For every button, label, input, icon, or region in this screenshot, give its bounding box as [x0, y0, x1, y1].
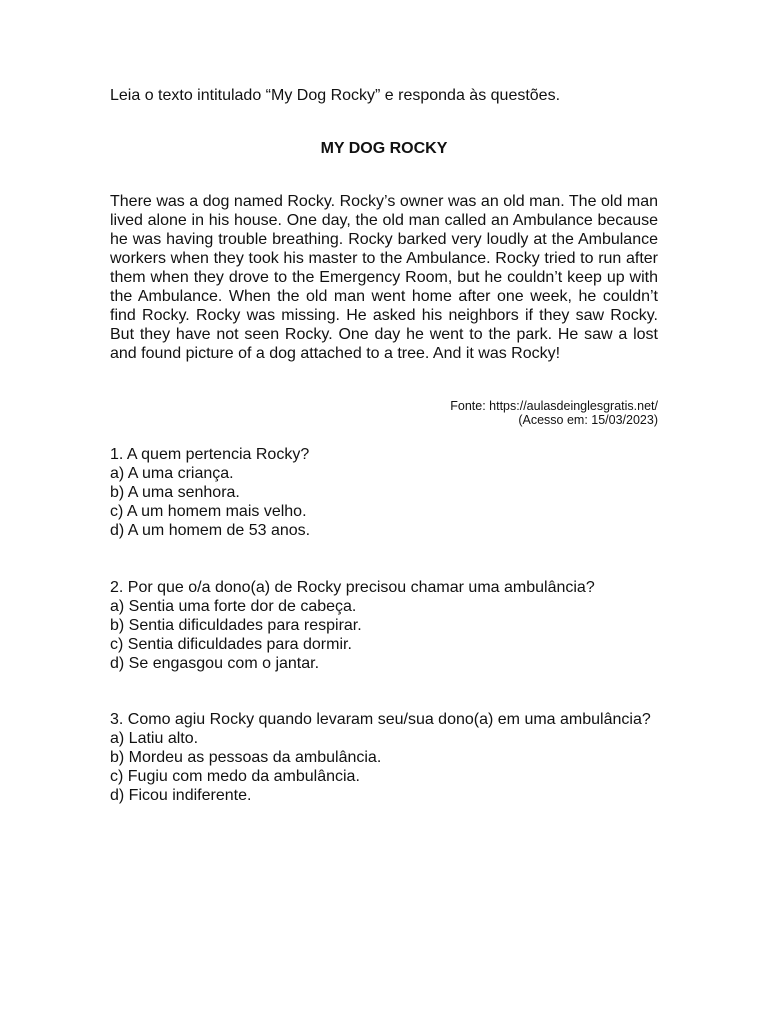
answer-option-d: d) Ficou indiferente.: [110, 787, 252, 804]
source-access-date: (Acesso em: 15/03/2023): [518, 413, 658, 427]
question-3: [110, 710, 658, 805]
answer-option-b: b) Sentia dificuldades para respirar.: [110, 617, 362, 634]
answer-option-b: b) Mordeu as pessoas da ambulância.: [110, 749, 382, 766]
question-2: [110, 578, 658, 673]
answer-option-c: c) Fugiu com medo da ambulância.: [110, 768, 360, 785]
question-text: 3. Como agiu Rocky quando levaram seu/sua dono(a) em uma ambulância?: [110, 711, 651, 728]
answer-option-c: c) A um homem mais velho.: [110, 503, 307, 520]
question-text: 2. Por que o/a dono(a) de Rocky precisou chamar uma ambulância?: [110, 579, 595, 596]
answer-option-a: a) Sentia uma forte dor de cabeça.: [110, 598, 357, 615]
intro-instruction: Leia o texto intitulado “My Dog Rocky” e responda às questões.: [110, 87, 561, 104]
source-url: Fonte: https://aulasdeinglesgratis.net/: [450, 399, 658, 413]
answer-option-a: a) A uma criança.: [110, 465, 234, 482]
answer-option-d: d) Se engasgou com o jantar.: [110, 655, 320, 672]
question-text: 1. A quem pertencia Rocky?: [110, 446, 310, 463]
story-text: There was a dog named Rocky. Rocky’s owner was an old man. The old man lived alone in his house. One day, the old man called an Ambulance because he was having trouble breathing. Rocky barked very loudly at the Ambulance workers when they took his master to the Ambulance. Rocky tried to run after them when they drove to the Emergency Room, but he couldn’t keep up with the Ambulance. When the old man went home after one week, he couldn’t find Rocky. Rocky was missing. He asked his neighbors if they saw Rocky. But they have not seen Rocky. One day he went to the park. He saw a lost and found picture of a dog attached to a tree. And it was Rocky!: [110, 193, 658, 362]
answer-option-a: a) Latiu alto.: [110, 730, 199, 747]
story-title: MY DOG ROCKY: [320, 140, 448, 157]
question-1: [110, 445, 658, 540]
answer-option-d: d) A um homem de 53 anos.: [110, 522, 311, 539]
answer-option-b: b) A uma senhora.: [110, 484, 240, 501]
source-citation: [110, 399, 658, 427]
document-page: [110, 86, 658, 805]
answer-option-c: c) Sentia dificuldades para dormir.: [110, 636, 352, 653]
